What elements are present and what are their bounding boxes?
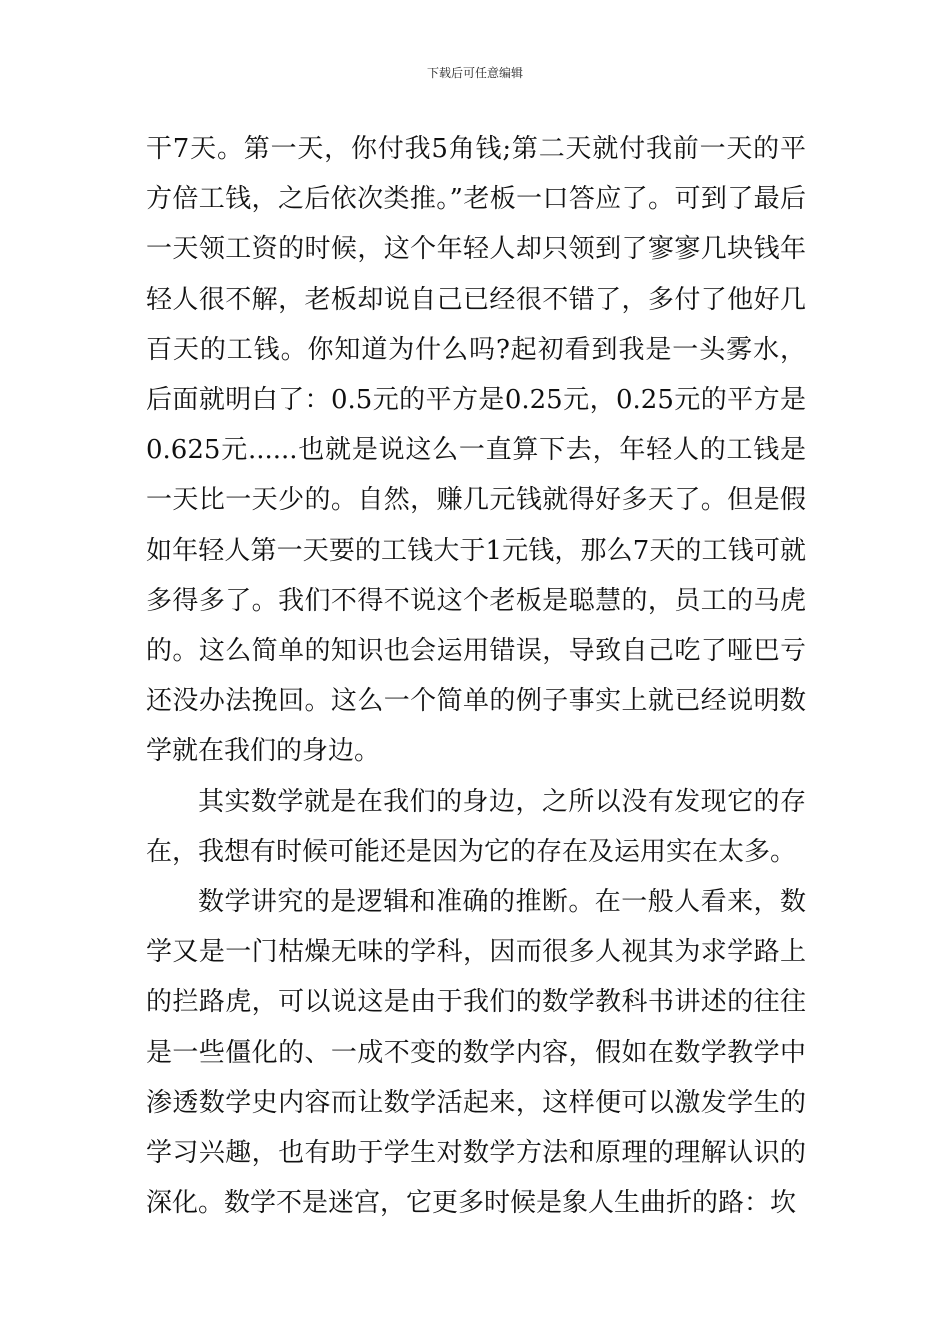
document-body — [146, 124, 806, 1228]
paragraph: 其实数学就是在我们的身边，之所以没有发现它的存在，我想有时候可能还是因为它的存在及运用实在太多。 — [146, 786, 806, 867]
paragraph: 数学讲究的是逻辑和准确的推断。在一般人看来，数学又是一门枯燥无味的学科，因而很多人视其为求学路上的拦路虎，可以说这是由于我们的数学教科书讲述的往往是一些僵化的、一成不变的数学内容，假如在数学教学中渗透数学史内容而让数学活起来，这样便可以激发学生的学习兴趣，也有助于学生对数学方法和原理的理解认识的深化。数学不是迷宫，它更多时候是象人生曲折的路：坎 — [146, 887, 806, 1219]
paragraph-continuation: 干7天。第一天，你付我5角钱;第二天就付我前一天的平方倍工钱，之后依次类推。”老板一口答应了。可到了最后一天领工资的时候，这个年轻人却只领到了寥寥几块钱年轻人很不解，老板却说自己已经很不错了，多付了他好几百天的工钱。你知道为什么吗?起初看到我是一头雾水，后面就明白了：0.5元的平方是0.25元，0.25元的平方是0.625元......也就是说这么一直算下去，年轻人的工钱是一天比一天少的。自然，赚几元钱就得好多天了。但是假如年轻人第一天要的工钱大于1元钱，那么7天的工钱可就多得多了。我们不得不说这个老板是聪慧的，员工的马虎的。这么简单的知识也会运用错误，导致自己吃了哑巴亏还没办法挽回。这么一个简单的例子事实上就已经说明数学就在我们的身边。 — [146, 134, 806, 767]
page-header: 下载后可任意编辑 — [426, 66, 523, 80]
